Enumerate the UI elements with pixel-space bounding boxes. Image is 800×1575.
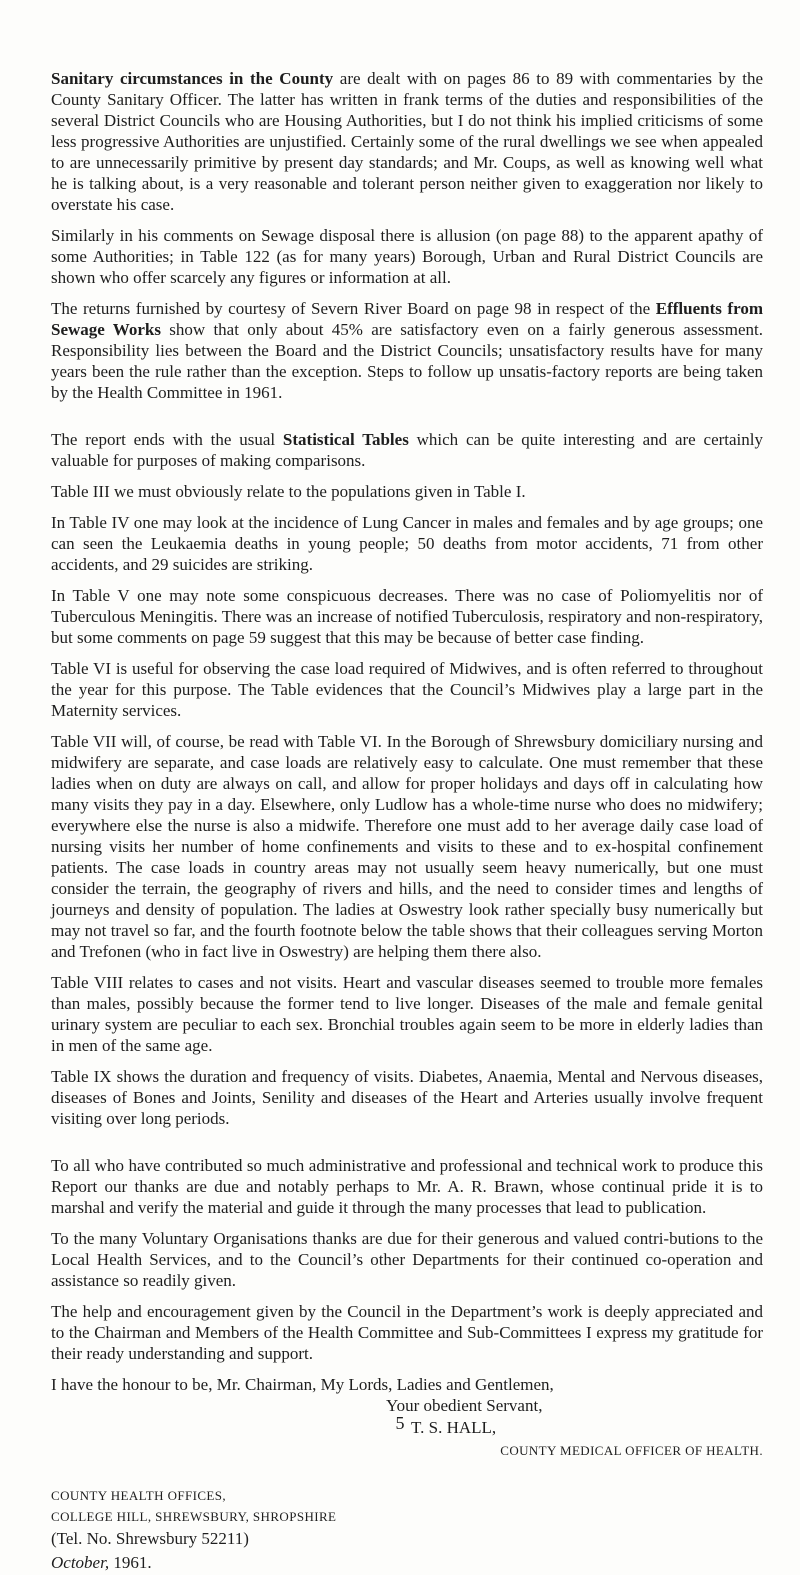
para-table-viii: Table VIII relates to cases and not visits. Heart and vascular diseases seemed to trouble more females than males, possibly because the former tend to live longer. Diseases of the male and female genital urinary system are peculiar to each sex. Bronchial troubles again seem to be more in elderly ladies than in men of the same age. [51, 973, 763, 1055]
para-text: are dealt with on pages 86 to 89 with commentaries by the County Sanitary Officer. The latter has written in frank terms of the duties and responsibilities of the several District Councils who are Housing Authorities, but I do not think his implied criticisms of some less progressive Authorities are unjustified. Certainly some of the rural dwellings we see when appealed to are unnecessarily primitive by present day standards; and Mr. Coups, as well as knowing well what he is talking about, is a very reasonable and tolerant person neither given to exaggeration nor likely to overstate his case. [51, 69, 763, 214]
para-table-vi: Table VI is useful for observing the case load required of Midwives, and is often referred to throughout the year for this purpose. The Table evidences that the Council’s Midwives play a large part in the Maternity services. [51, 659, 763, 720]
para-sanitary [51, 68, 763, 215]
para-appreciation: The help and encouragement given by the Council in the Department’s work is deeply appreciated and to the Chairman and Members of the Health Committee and Sub-Committees I express my gratitude for their ready understanding and support. [51, 1302, 763, 1363]
para-voluntary: To the many Voluntary Organisations thanks are due for their generous and valued contri-butions to the Local Health Services, and to the Council’s other Departments for their continued co-operation and assistance so readily given. [51, 1229, 763, 1290]
para-honour: I have the honour to be, Mr. Chairman, My Lords, Ladies and Gentlemen, [51, 1375, 554, 1394]
signature-closing: Your obedient Servant, [386, 1396, 543, 1415]
para-text: which can be quite interesting and are certainly valuable for purposes of making comparisons. [51, 430, 763, 470]
date-year: 1961. [109, 1553, 152, 1572]
para-bold: Statistical Tables [282, 430, 409, 449]
para-table-iii: Table III we must obviously relate to the populations given in Table I. [51, 482, 526, 501]
date-month: October, [51, 1553, 110, 1572]
page-number: 5 [395, 1413, 405, 1433]
document-page [51, 68, 763, 1575]
para-text: The report ends with the usual [51, 430, 283, 449]
para-table-iv: In Table IV one may look at the incidence of Lung Cancer in males and females and by age groups; one can seen the Leukaemia deaths in young people; 50 deaths from motor accidents, 71 from other accidents, and 29 suicides are striking. [51, 513, 763, 574]
signature-name: T. S. HALL, [411, 1418, 497, 1437]
para-table-vii: Table VII will, of course, be read with Table VI. In the Borough of Shrewsbury domiciliary nursing and midwifery are separate, and case loads are relatively easy to calculate. One must remember that these ladies when on duty are always on call, and allow for proper holidays and days off in calculating how many visits they pay in a day. Elsewhere, only Ludlow has a whole-time nurse who does no midwifery; everywhere else the nurse is also a midwife. Therefore one must add to her average daily case load of nursing visits her number of home confinements and visits to these and to ex-hospital confinement patients. The case loads in country areas may not usually seem heavy numerically, but one must consider the terrain, the geography of rivers and hills, and the need to consider times and lengths of journeys and density of population. The ladies at Oswestry look rather specially busy numerically but may not travel so far, and the fourth footnote below the table shows that their colleagues serving Morton and Trefonen (who in fact live in Oswestry) are helping them there also. [51, 732, 763, 961]
para-table-v: In Table V one may note some conspicuous decreases. There was no case of Poliomyelitis nor of Tuberculous Meningitis. There was an increase of notified Tuberculosis, respiratory and non-respiratory, but some comments on page 59 suggest that this may be because of better case finding. [51, 586, 763, 647]
date [51, 1551, 763, 1575]
address-block [51, 1485, 763, 1575]
para-text: show that only about 45% are satisfactory even on a fairly generous assessment. Responsibility lies between the Board and the District Councils; unsatisfactory results have for many years been the rule rather than the exception. Steps to follow up unsatis-factory reports are being taken by the Health Committee in 1961. [51, 320, 763, 402]
para-effluents [51, 298, 763, 403]
address-line-1: COUNTY HEALTH OFFICES, [51, 1488, 227, 1503]
telephone: (Tel. No. Shrewsbury 52211) [51, 1529, 249, 1548]
para-statistical [51, 429, 763, 471]
para-lead: Sanitary circumstances in the County [51, 69, 334, 88]
address-line-2: COLLEGE HILL, SHREWSBURY, SHROPSHIRE [51, 1509, 337, 1524]
para-sewage: Similarly in his comments on Sewage disposal there is allusion (on page 88) to the apparent apathy of some Authorities; in Table 122 (as for many years) Borough, Urban and Rural District Councils are shown who offer scarcely any figures or information at all. [51, 226, 763, 287]
para-bold: Effluents from Sewage Works [51, 299, 763, 339]
para-table-ix: Table IX shows the duration and frequency of visits. Diabetes, Anaemia, Mental and Nervous diseases, diseases of Bones and Joints, Senility and diseases of the Heart and Arteries usually involve frequent visiting over long periods. [51, 1067, 763, 1128]
para-thanks: To all who have contributed so much administrative and professional and technical work to produce this Report our thanks are due and notably perhaps to Mr. A. R. Brawn, whose continual pride it is to marshal and verify the material and guide it through the many processes that lead to publication. [51, 1156, 763, 1217]
para-text: The returns furnished by courtesy of Severn River Board on page 98 in respect of the [51, 299, 656, 318]
signature-title: COUNTY MEDICAL OFFICER OF HEALTH. [500, 1443, 763, 1458]
